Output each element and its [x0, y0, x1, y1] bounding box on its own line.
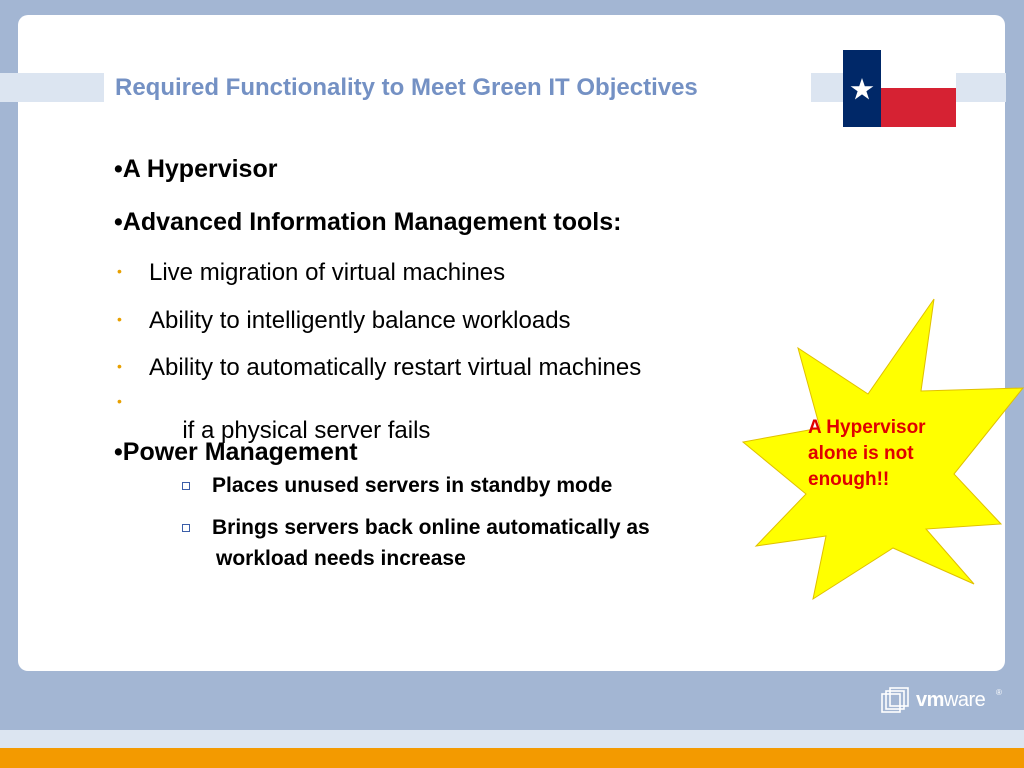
sub-bullet-back-online: Brings servers back online automatically as — [212, 516, 650, 540]
bullet-dot-icon: • — [117, 393, 122, 409]
registered-mark: ® — [996, 688, 1002, 697]
sub-bullet-server-fails: • if a physical server fails — [117, 393, 431, 444]
bullet-dot-icon: • — [117, 311, 122, 327]
footer-band-pale — [0, 730, 1024, 748]
bullet-hypervisor: •A Hypervisor — [114, 155, 278, 183]
callout-text — [808, 415, 988, 493]
title-band-left — [0, 73, 104, 102]
bullet-power-management: •Power Management — [114, 438, 358, 466]
slide-title: Required Functionality to Meet Green IT Objectives — [115, 74, 698, 101]
square-bullet-icon — [182, 524, 190, 532]
callout-line-3: enough!! — [808, 469, 890, 490]
sub-bullet-restart: • Ability to automatically restart virtual machines — [117, 354, 642, 381]
texas-flag-icon — [843, 50, 956, 127]
vmware-logo — [880, 686, 1000, 716]
footer-band-orange — [0, 748, 1024, 768]
bullet-dot-icon: • — [117, 263, 122, 279]
callout-line-2: alone is not — [808, 443, 914, 464]
callout-line-1: A Hypervisor — [808, 417, 926, 438]
square-bullet-icon — [182, 482, 190, 490]
sub-bullet-standby: Places unused servers in standby mode — [212, 474, 612, 498]
sub-bullet-back-online-cont: workload needs increase — [216, 547, 466, 570]
bullet-info-management: •Advanced Information Management tools: — [114, 208, 622, 236]
vmware-wordmark: vmware — [916, 689, 986, 711]
sub-bullet-balance: • Ability to intelligently balance workloads — [117, 307, 571, 334]
sub-bullet-live-migration: • Live migration of virtual machines — [117, 259, 506, 286]
bullet-dot-icon: • — [117, 358, 122, 374]
vmware-logo-icon — [880, 686, 910, 716]
